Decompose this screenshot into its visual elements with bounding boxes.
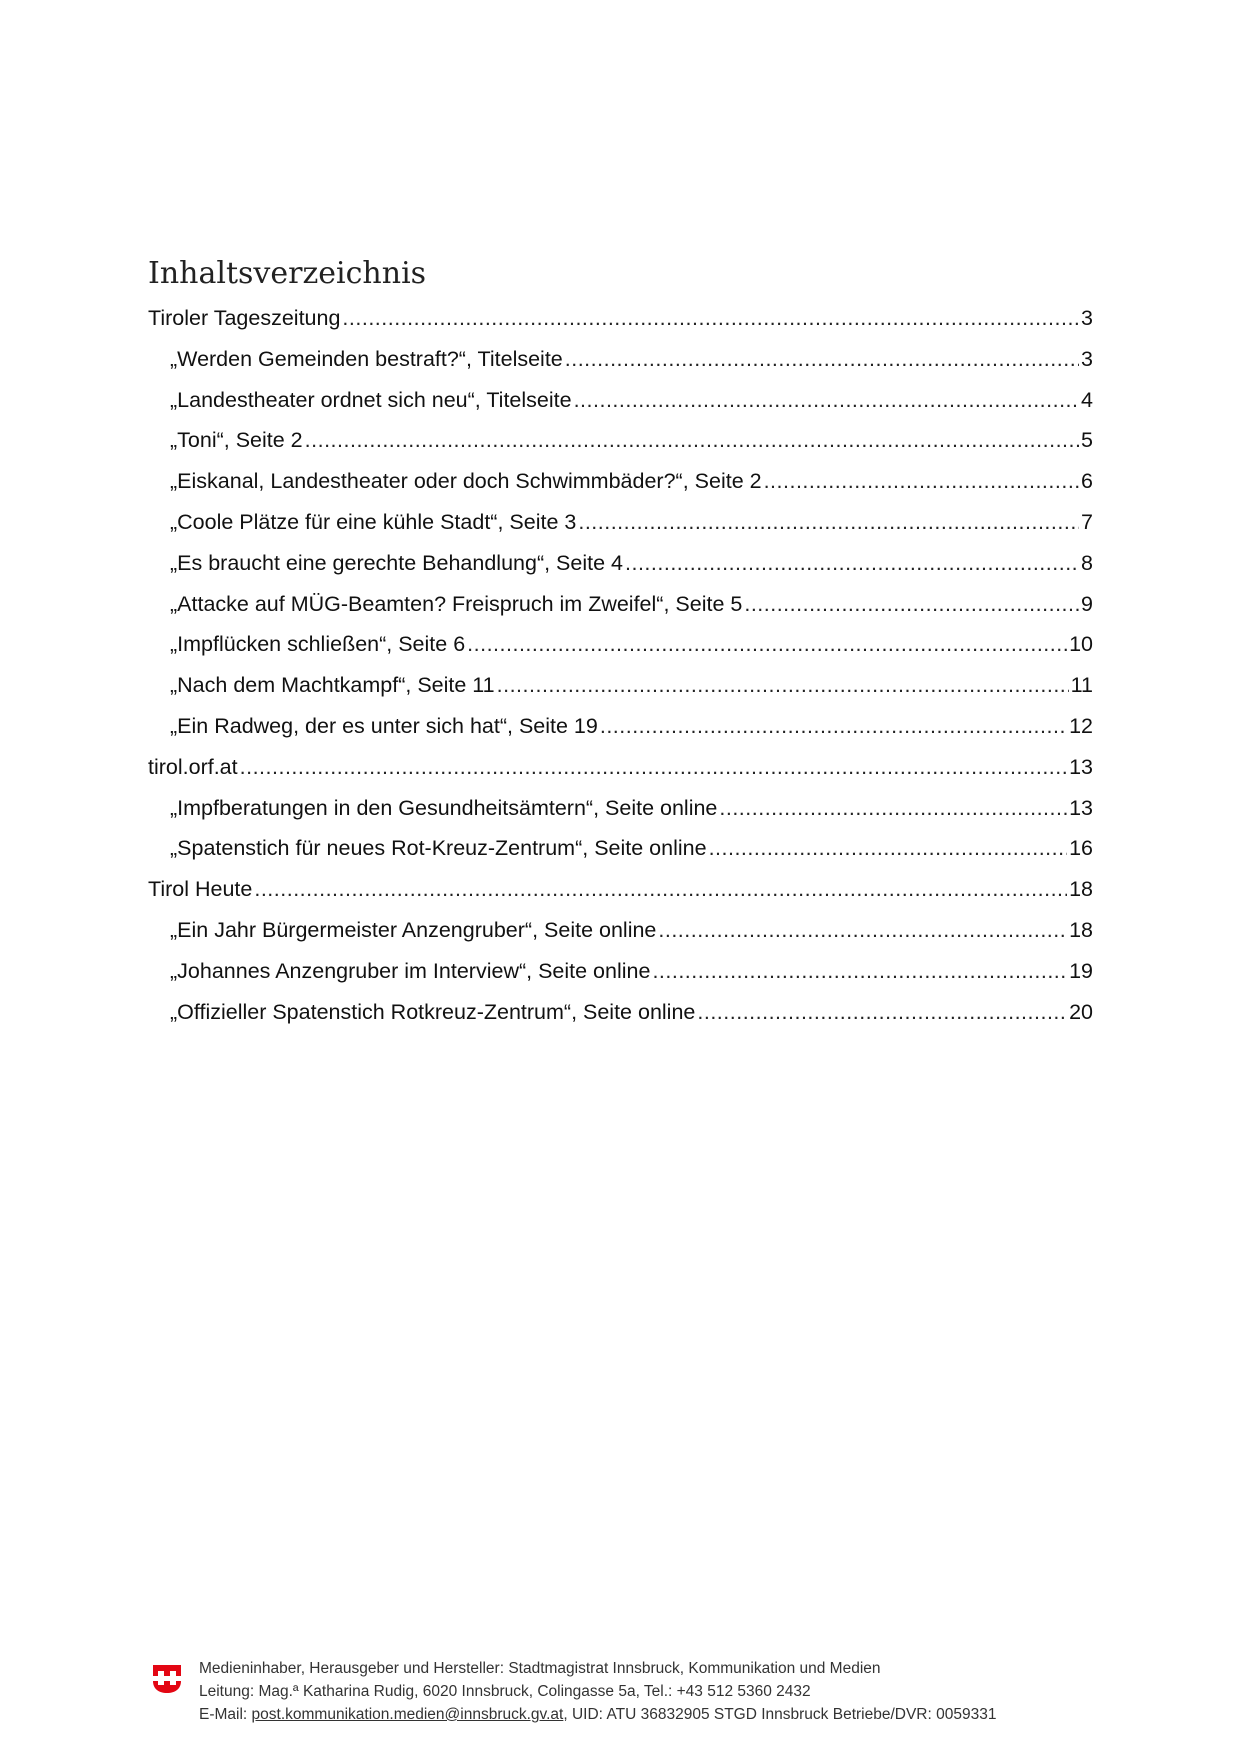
leader-dots: [658, 918, 1067, 943]
toc-page-number: 8: [1081, 550, 1093, 575]
toc-entry[interactable]: [148, 796, 1093, 837]
leader-dots: [342, 306, 1079, 331]
toc-entry-label: „Attacke auf MÜG-Beamten? Freispruch im Zweifel“, Seite 5: [170, 591, 743, 616]
leader-dots: [764, 469, 1079, 494]
footer-management: Leitung: Mag.ª Katharina Rudig, 6020 Innsbruck, Colingasse 5a, Tel.: +43 512 5360 2432: [199, 1683, 811, 1700]
leader-dots: [652, 959, 1067, 984]
toc-page-number: 18: [1069, 917, 1093, 942]
toc-section-entry[interactable]: [148, 755, 1093, 796]
toc-entry[interactable]: [148, 632, 1093, 673]
toc-entry[interactable]: [148, 959, 1093, 1000]
page-title: Inhaltsverzeichnis: [148, 256, 427, 292]
toc-entry[interactable]: [148, 1000, 1093, 1041]
toc-entry[interactable]: [148, 836, 1093, 877]
leader-dots: [578, 510, 1079, 535]
toc-page-number: 12: [1069, 713, 1093, 738]
innsbruck-logo-icon: [151, 1663, 183, 1695]
toc-entry-label: „Es braucht eine gerechte Behandlung“, Seite 4: [170, 550, 623, 575]
leader-dots: [744, 592, 1079, 617]
toc-page-number: 4: [1081, 387, 1093, 412]
toc-entry-label: Tiroler Tageszeitung: [148, 306, 341, 330]
toc-page-number: 11: [1070, 673, 1093, 698]
toc-page-number: 19: [1069, 958, 1093, 983]
toc-page-number: 16: [1069, 836, 1093, 861]
toc-entry-label: „Coole Plätze für eine kühle Stadt“, Seite 3: [170, 509, 577, 534]
leader-dots: [709, 836, 1068, 861]
toc-page-number: 9: [1081, 591, 1093, 616]
leader-dots: [254, 877, 1067, 902]
toc-entry[interactable]: [148, 918, 1093, 959]
toc-page-number: 3: [1081, 346, 1093, 371]
toc-entry-label: „Nach dem Machtkampf“, Seite 11: [170, 673, 495, 698]
toc-page-number: 20: [1069, 999, 1093, 1024]
toc-page-number: 6: [1081, 469, 1093, 494]
toc-entry[interactable]: [148, 673, 1093, 714]
toc-entry[interactable]: [148, 551, 1093, 592]
toc-page-number: 13: [1069, 795, 1093, 820]
toc-entry-label: „Ein Jahr Bürgermeister Anzengruber“, Seite online: [170, 917, 657, 942]
leader-dots: [697, 1000, 1067, 1025]
toc-entry-label: „Werden Gemeinden bestraft?“, Titelseite: [170, 346, 563, 371]
leader-dots: [305, 428, 1079, 453]
leader-dots: [625, 551, 1079, 576]
toc-entry-label: Tirol Heute: [148, 877, 253, 902]
email-link[interactable]: post.kommunikation.medien@innsbruck.gv.at: [251, 1706, 564, 1723]
toc-entry-label: „Landestheater ordnet sich neu“, Titelseite: [170, 387, 572, 412]
toc-entry-label: „Ein Radweg, der es unter sich hat“, Seite 19: [170, 713, 598, 738]
toc-entry-label: „Offizieller Spatenstich Rotkreuz-Zentrum“, Seite online: [170, 999, 696, 1024]
toc-section-entry[interactable]: [148, 306, 1093, 347]
toc-entry[interactable]: [148, 510, 1093, 551]
toc-page-number: 5: [1081, 428, 1093, 453]
leader-dots: [719, 796, 1067, 821]
table-of-contents: [148, 306, 1093, 1040]
toc-entry[interactable]: [148, 428, 1093, 469]
toc-page-number: 18: [1069, 877, 1093, 902]
toc-entry[interactable]: [148, 469, 1093, 510]
toc-page-number: 10: [1069, 632, 1093, 657]
leader-dots: [467, 632, 1067, 657]
toc-entry-label: „Impflücken schließen“, Seite 6: [170, 632, 466, 657]
toc-entry[interactable]: [148, 592, 1093, 633]
toc-page-number: 3: [1081, 306, 1093, 330]
toc-page-number: 7: [1081, 509, 1093, 534]
leader-dots: [240, 755, 1067, 780]
toc-page-number: 13: [1069, 754, 1093, 779]
toc-entry-label: „Impfberatungen in den Gesundheitsämtern“, Seite online: [170, 795, 718, 820]
toc-section-entry[interactable]: [148, 877, 1093, 918]
toc-entry[interactable]: [148, 388, 1093, 429]
footer-publisher: Medieninhaber, Herausgeber und Hersteller: Stadtmagistrat Innsbruck, Kommunikation und Medien: [199, 1660, 881, 1677]
toc-entry-label: tirol.orf.at: [148, 754, 238, 779]
toc-entry-label: „Johannes Anzengruber im Interview“, Seite online: [170, 958, 651, 983]
leader-dots: [497, 673, 1069, 698]
footer-contact: E-Mail: post.kommunikation.medien@innsbruck.gv.at, UID: ATU 36832905 STGD Innsbruck Betriebe/DVR: 0059331: [199, 1706, 997, 1723]
toc-entry[interactable]: [148, 714, 1093, 755]
leader-dots: [574, 388, 1079, 413]
toc-entry-label: „Spatenstich für neues Rot-Kreuz-Zentrum“, Seite online: [170, 836, 707, 861]
toc-entry[interactable]: [148, 347, 1093, 388]
toc-entry-label: „Toni“, Seite 2: [170, 428, 303, 453]
leader-dots: [565, 347, 1079, 372]
leader-dots: [600, 714, 1067, 739]
toc-entry-label: „Eiskanal, Landestheater oder doch Schwimmbäder?“, Seite 2: [170, 469, 762, 494]
